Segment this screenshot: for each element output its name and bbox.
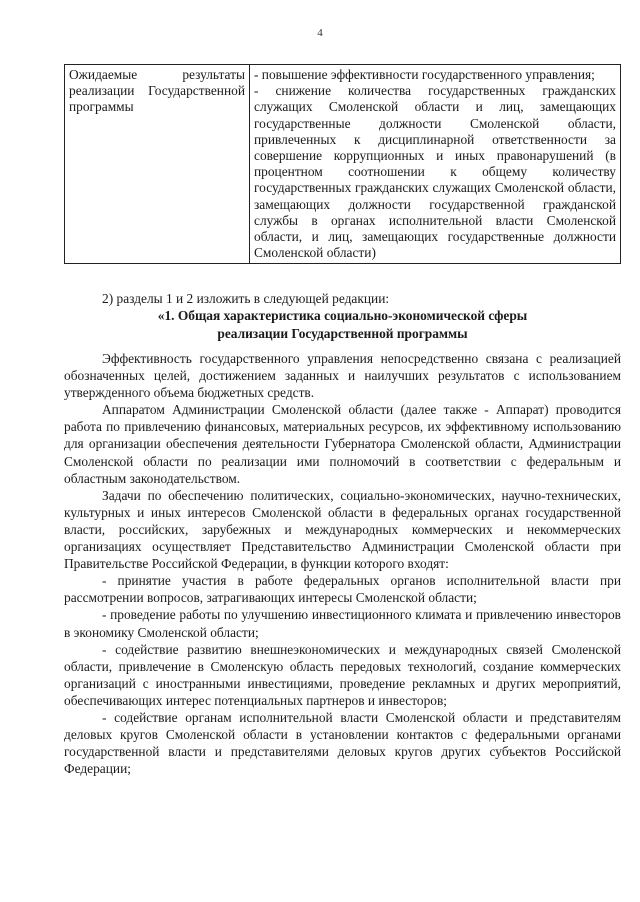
page-number: 4 <box>317 27 323 39</box>
table-cell-label: Ожидаемые результаты реализации Государственной программы <box>65 65 250 264</box>
section-heading <box>64 307 621 342</box>
list-item: - принятие участия в работе федеральных органов исполнительной власти при рассмотрении вопросов, затрагивающих интересы Смоленской области; <box>64 573 621 606</box>
lead-paragraph: 2) разделы 1 и 2 изложить в следующей редакции: <box>102 291 390 306</box>
list-item: - содействие развитию внешнеэкономических и международных связей Смоленской области, привлечение в Смоленскую область передовых технологий, создание коммерческих организаций с иностранными инвестициями, проведение рекламных и других мероприятий, обеспечивающих интерес потенциальных партнеров и инвесторов; <box>64 641 621 708</box>
list-item: - содействие органам исполнительной власти Смоленской области и представителям деловых кругов Смоленской области в установлении контактов с федеральными органами государственной власти и представителями деловых кругов других субъектов Российской Федерации; <box>64 709 621 777</box>
paragraph: Задачи по обеспечению политических, социально-экономических, научно-технических, культурных и иных интересов Смоленской области в федеральных органах государственной власти, российских, зарубежных и международных коммерческих и некоммерческих организациях осуществляет Представительство Администрации Смоленской области при Правительстве Российской Федерации, в функции которого входят: <box>64 487 621 572</box>
section-heading-line-1: «1. Общая характеристика социально-экономической сферы <box>157 308 528 323</box>
paragraph: Аппаратом Администрации Смоленской области (далее также - Аппарат) проводится работа по привлечению финансовых, материальных ресурсов, их эффективному использованию для организации обеспечения деятельности Губернатора Смоленской области, Администрации Смоленской области по реализации ими полномочий в соответствии с федеральным и областным законодательством. <box>64 402 621 486</box>
list-item: - проведение работы по улучшению инвестиционного климата и привлечению инвесторов в экономику Смоленской области; <box>64 607 621 640</box>
section-heading-line-2: реализации Государственной программы <box>217 325 468 341</box>
lead-paragraph-block <box>64 290 621 307</box>
paragraph: Эффективность государственного управления непосредственно связана с реализацией обозначенных целей, достижением заданных и наилучших результатов с использованием утвержденного объема бюджетных средств. <box>64 351 621 401</box>
table-cell-content <box>250 65 621 264</box>
main-text <box>64 350 621 777</box>
expected-results-table <box>64 64 621 264</box>
result-item-efficiency: - повышение эффективности государственного управления; <box>254 67 595 82</box>
table-row <box>65 65 621 264</box>
result-item-reduction: - снижение количества государственных гражданских служащих Смоленской области и лиц, замещающих государственные должности Смоленской области, привлеченных к дисциплинарной ответственности за совершение коррупционных и иных правонарушений (в процентном соотношении к общему количеству государственных гражданских служащих Смоленской области, замещающих должности государственной гражданской службы в органах исполнительной власти Смоленской области, и лиц, замещающих государственные должности Смоленской области) <box>254 83 616 261</box>
